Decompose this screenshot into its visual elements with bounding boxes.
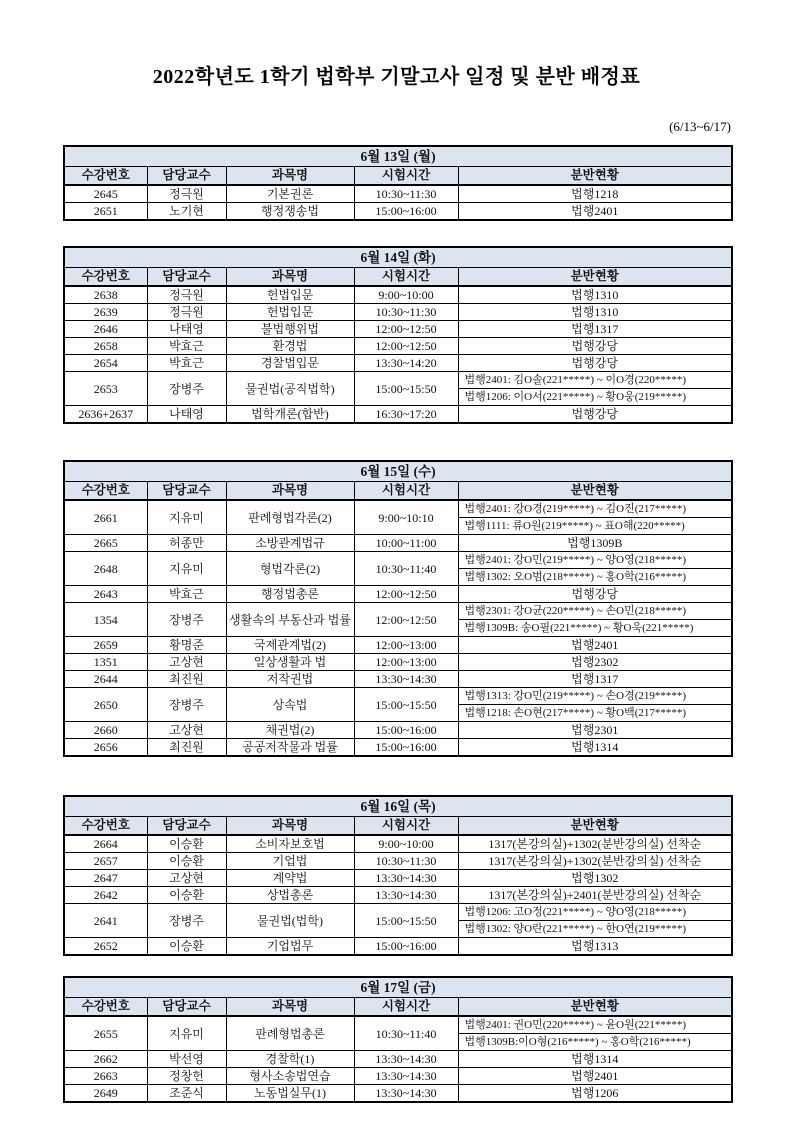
section-cell: 법행1314 (458, 739, 732, 757)
professor-cell: 지유미 (147, 552, 226, 586)
day-header: 6월 13일 (월) (64, 146, 732, 167)
subject-cell: 헌법입문 (226, 286, 354, 304)
table-row (64, 887, 732, 904)
subject-cell: 물권법(법학) (226, 904, 354, 938)
column-header-2: 과목명 (226, 998, 354, 1017)
subject-cell: 법학개론(합반) (226, 406, 354, 424)
course-number-cell: 2660 (64, 722, 147, 739)
day-header-row (64, 146, 732, 167)
section-cell: 법행2401: 강O경(219*****) ~ 김O진(217*****) (458, 500, 732, 518)
section-cell: 법행1310 (458, 304, 732, 321)
column-header-row (64, 482, 732, 501)
section-cell: 법행2401 (458, 637, 732, 654)
column-header-2: 과목명 (226, 817, 354, 836)
subject-cell: 행정쟁송법 (226, 203, 354, 221)
professor-cell: 황명준 (147, 637, 226, 654)
column-header-1: 담당교수 (147, 817, 226, 836)
table-row (64, 500, 732, 518)
table-row (64, 185, 732, 203)
table-row (64, 870, 732, 887)
section-cell: 법행2302 (458, 654, 732, 671)
subject-cell: 기본권론 (226, 185, 354, 203)
subject-cell: 채권법(2) (226, 722, 354, 739)
section-cell: 1317(본강의실)+1302(분반강의실) 선착순 (458, 853, 732, 870)
table-row (64, 355, 732, 372)
table-row (64, 671, 732, 688)
professor-cell: 지유미 (147, 500, 226, 535)
day-header: 6월 15일 (수) (64, 461, 732, 482)
day-header-row (64, 247, 732, 268)
exam-table-day-3 (63, 460, 733, 757)
column-header-3: 시험시간 (354, 998, 458, 1017)
section-cell: 법행2401: 권O민(220*****) ~ 윤O원(221*****) (458, 1016, 732, 1034)
course-number-cell: 2639 (64, 304, 147, 321)
exam-time-cell: 15:00~16:00 (354, 739, 458, 757)
section-cell: 법행1314 (458, 1051, 732, 1068)
professor-cell: 정극원 (147, 286, 226, 304)
exam-time-cell: 15:00~16:00 (354, 722, 458, 739)
subject-cell: 계약법 (226, 870, 354, 887)
course-number-cell: 2655 (64, 1016, 147, 1051)
section-cell: 법행2301 (458, 722, 732, 739)
course-number-cell: 2661 (64, 500, 147, 535)
section-cell: 법행1317 (458, 671, 732, 688)
exam-time-cell: 12:00~13:00 (354, 637, 458, 654)
subject-cell: 경찰법입문 (226, 355, 354, 372)
column-header-4: 분반현황 (458, 998, 732, 1017)
exam-time-cell: 10:30~11:30 (354, 304, 458, 321)
exam-table-day-2 (63, 246, 733, 424)
course-number-cell: 1351 (64, 654, 147, 671)
subject-cell: 공공저작물과 법률 (226, 739, 354, 757)
column-header-1: 담당교수 (147, 167, 226, 186)
table-row (64, 1051, 732, 1068)
professor-cell: 최진원 (147, 739, 226, 757)
exam-time-cell: 10:30~11:30 (354, 853, 458, 870)
exam-time-cell: 9:00~10:00 (354, 286, 458, 304)
exam-time-cell: 13:30~14:30 (354, 1085, 458, 1103)
professor-cell: 장병주 (147, 603, 226, 637)
table-row (64, 286, 732, 304)
section-cell: 법행1206: 고O정(221*****) ~ 양O영(218*****) (458, 904, 732, 921)
course-number-cell: 2644 (64, 671, 147, 688)
course-number-cell: 2636+2637 (64, 406, 147, 424)
date-range-label: (6/13~6/17) (669, 119, 731, 134)
table-row (64, 304, 732, 321)
table-row (64, 203, 732, 221)
professor-cell: 박효근 (147, 338, 226, 355)
course-number-cell: 1354 (64, 603, 147, 637)
table-row (64, 406, 732, 424)
subject-cell: 상법총론 (226, 887, 354, 904)
day-header: 6월 14일 (화) (64, 247, 732, 268)
subject-cell: 노동법실무(1) (226, 1085, 354, 1103)
column-header-4: 분반현황 (458, 167, 732, 186)
course-number-cell: 2651 (64, 203, 147, 221)
exam-time-cell: 13:30~14:20 (354, 355, 458, 372)
course-number-cell: 2663 (64, 1068, 147, 1085)
section-cell: 법행1206: 이O서(221*****) ~ 황O웅(219*****) (458, 389, 732, 406)
table-row (64, 853, 732, 870)
table-row (64, 1085, 732, 1103)
table-row (64, 372, 732, 389)
subject-cell: 물권법(공직법학) (226, 372, 354, 406)
table-row (64, 637, 732, 654)
subject-cell: 헌법입문 (226, 304, 354, 321)
course-number-cell: 2658 (64, 338, 147, 355)
subject-cell: 판례형법각론(2) (226, 500, 354, 535)
section-cell: 법행2401 (458, 1068, 732, 1085)
course-number-cell: 2645 (64, 185, 147, 203)
column-header-4: 분반현황 (458, 268, 732, 287)
professor-cell: 최진원 (147, 671, 226, 688)
professor-cell: 허종만 (147, 535, 226, 552)
section-cell: 법행1313 (458, 938, 732, 956)
column-header-3: 시험시간 (354, 817, 458, 836)
column-header-4: 분반현황 (458, 482, 732, 501)
day-header-row (64, 977, 732, 998)
exam-time-cell: 12:00~12:50 (354, 321, 458, 338)
section-cell: 법행강당 (458, 355, 732, 372)
exam-time-cell: 12:00~12:50 (354, 586, 458, 603)
subject-cell: 불법행위법 (226, 321, 354, 338)
table-row (64, 739, 732, 757)
column-header-3: 시험시간 (354, 167, 458, 186)
day-header: 6월 16일 (목) (64, 796, 732, 817)
column-header-0: 수강번호 (64, 482, 147, 501)
professor-cell: 고상현 (147, 722, 226, 739)
column-header-2: 과목명 (226, 268, 354, 287)
course-number-cell: 2653 (64, 372, 147, 406)
subject-cell: 기업법 (226, 853, 354, 870)
section-cell: 법행1309B: 송O필(221*****) ~ 황O욱(221*****) (458, 620, 732, 637)
section-cell: 법행1302 (458, 870, 732, 887)
exam-time-cell: 10:30~11:40 (354, 1016, 458, 1051)
professor-cell: 박선영 (147, 1051, 226, 1068)
course-number-cell: 2649 (64, 1085, 147, 1103)
exam-time-cell: 12:00~12:50 (354, 338, 458, 355)
section-cell: 1317(본강의실)+2401(분반강의실) 선착순 (458, 887, 732, 904)
section-cell: 법행강당 (458, 586, 732, 603)
table-row (64, 603, 732, 620)
column-header-3: 시험시간 (354, 482, 458, 501)
professor-cell: 조준식 (147, 1085, 226, 1103)
table-row (64, 321, 732, 338)
professor-cell: 나태영 (147, 406, 226, 424)
subject-cell: 소방관계법규 (226, 535, 354, 552)
table-row (64, 1068, 732, 1085)
exam-table-day-4 (63, 795, 733, 956)
subject-cell: 생활속의 부동산과 법률 (226, 603, 354, 637)
table-row (64, 586, 732, 603)
section-cell: 법행2401: 김O솔(221*****) ~ 이O경(220*****) (458, 372, 732, 389)
course-number-cell: 2650 (64, 688, 147, 722)
exam-time-cell: 10:30~11:40 (354, 552, 458, 586)
column-header-row (64, 998, 732, 1017)
exam-time-cell: 10:30~11:30 (354, 185, 458, 203)
table-row (64, 722, 732, 739)
professor-cell: 장병주 (147, 688, 226, 722)
column-header-0: 수강번호 (64, 167, 147, 186)
course-number-cell: 2662 (64, 1051, 147, 1068)
subject-cell: 경찰학(1) (226, 1051, 354, 1068)
exam-time-cell: 13:30~14:30 (354, 887, 458, 904)
course-number-cell: 2648 (64, 552, 147, 586)
professor-cell: 정극원 (147, 304, 226, 321)
exam-time-cell: 13:30~14:30 (354, 671, 458, 688)
section-cell: 1317(본강의실)+1302(분반강의실) 선착순 (458, 835, 732, 853)
subject-cell: 형법각론(2) (226, 552, 354, 586)
professor-cell: 나태영 (147, 321, 226, 338)
tables-container (0, 145, 793, 1103)
section-cell: 법행2401 (458, 203, 732, 221)
column-header-0: 수강번호 (64, 817, 147, 836)
course-number-cell: 2642 (64, 887, 147, 904)
exam-time-cell: 12:00~13:00 (354, 654, 458, 671)
professor-cell: 이승환 (147, 938, 226, 956)
subject-cell: 판례형법총론 (226, 1016, 354, 1051)
subject-cell: 환경법 (226, 338, 354, 355)
exam-table-day-5 (63, 976, 733, 1103)
day-header-row (64, 461, 732, 482)
page-title: 2022학년도 1학기 법학부 기말고사 일정 및 분반 배정표 (152, 66, 641, 88)
exam-time-cell: 9:00~10:10 (354, 500, 458, 535)
exam-time-cell: 15:00~16:00 (354, 938, 458, 956)
column-header-0: 수강번호 (64, 268, 147, 287)
table-row (64, 552, 732, 569)
section-cell: 법행1317 (458, 321, 732, 338)
subject-cell: 소비자보호법 (226, 835, 354, 853)
subject-cell: 국제관계법(2) (226, 637, 354, 654)
column-header-row (64, 817, 732, 836)
subject-cell: 형사소송법연습 (226, 1068, 354, 1085)
course-number-cell: 2646 (64, 321, 147, 338)
course-number-cell: 2656 (64, 739, 147, 757)
exam-time-cell: 15:00~15:50 (354, 904, 458, 938)
professor-cell: 장병주 (147, 372, 226, 406)
column-header-row (64, 167, 732, 186)
course-number-cell: 2657 (64, 853, 147, 870)
table-row (64, 338, 732, 355)
professor-cell: 이승환 (147, 887, 226, 904)
section-cell: 법행1309B:이O형(216*****) ~ 홍O학(216*****) (458, 1034, 732, 1051)
course-number-cell: 2638 (64, 286, 147, 304)
professor-cell: 정창헌 (147, 1068, 226, 1085)
course-number-cell: 2647 (64, 870, 147, 887)
course-number-cell: 2659 (64, 637, 147, 654)
professor-cell: 이승환 (147, 835, 226, 853)
section-cell: 법행1218: 손O현(217*****) ~ 황O백(217*****) (458, 705, 732, 722)
table-row (64, 535, 732, 552)
course-number-cell: 2641 (64, 904, 147, 938)
section-cell: 법행1218 (458, 185, 732, 203)
section-cell: 법행1310 (458, 286, 732, 304)
day-header-row (64, 796, 732, 817)
professor-cell: 고상현 (147, 654, 226, 671)
course-number-cell: 2652 (64, 938, 147, 956)
exam-time-cell: 13:30~14:30 (354, 870, 458, 887)
exam-table-day-1 (63, 145, 733, 221)
exam-time-cell: 15:00~15:50 (354, 372, 458, 406)
day-header: 6월 17일 (금) (64, 977, 732, 998)
column-header-row (64, 268, 732, 287)
table-row (64, 835, 732, 853)
section-cell: 법행1309B (458, 535, 732, 552)
exam-time-cell: 16:30~17:20 (354, 406, 458, 424)
exam-time-cell: 13:30~14:30 (354, 1051, 458, 1068)
section-cell: 법행1302: 양O란(221*****) ~ 한O연(219*****) (458, 921, 732, 938)
table-row (64, 654, 732, 671)
table-row (64, 904, 732, 921)
section-cell: 법행강당 (458, 338, 732, 355)
column-header-0: 수강번호 (64, 998, 147, 1017)
column-header-2: 과목명 (226, 167, 354, 186)
course-number-cell: 2654 (64, 355, 147, 372)
exam-time-cell: 12:00~12:50 (354, 603, 458, 637)
professor-cell: 지유미 (147, 1016, 226, 1051)
subject-cell: 일상생활과 법 (226, 654, 354, 671)
professor-cell: 노기현 (147, 203, 226, 221)
course-number-cell: 2664 (64, 835, 147, 853)
column-header-1: 담당교수 (147, 482, 226, 501)
section-cell: 법행1302: 오O범(218*****) ~ 홍O학(216*****) (458, 569, 732, 586)
column-header-4: 분반현황 (458, 817, 732, 836)
course-number-cell: 2665 (64, 535, 147, 552)
section-cell: 법행1206 (458, 1085, 732, 1103)
professor-cell: 이승환 (147, 853, 226, 870)
table-row (64, 938, 732, 956)
subject-cell: 저작권법 (226, 671, 354, 688)
section-cell: 법행1111: 류O원(219*****) ~ 표O해(220*****) (458, 518, 732, 535)
table-row (64, 688, 732, 705)
exam-time-cell: 9:00~10:00 (354, 835, 458, 853)
column-header-3: 시험시간 (354, 268, 458, 287)
professor-cell: 고상현 (147, 870, 226, 887)
subject-cell: 기업법무 (226, 938, 354, 956)
professor-cell: 장병주 (147, 904, 226, 938)
exam-time-cell: 10:00~11:00 (354, 535, 458, 552)
column-header-1: 담당교수 (147, 268, 226, 287)
subject-cell: 상속법 (226, 688, 354, 722)
section-cell: 법행2301: 강O균(220*****) ~ 손O민(218*****) (458, 603, 732, 620)
exam-time-cell: 13:30~14:30 (354, 1068, 458, 1085)
section-cell: 법행1313: 강O민(219*****) ~ 손O경(219*****) (458, 688, 732, 705)
section-cell: 법행2401: 강O민(219*****) ~ 양O영(218*****) (458, 552, 732, 569)
professor-cell: 박효근 (147, 586, 226, 603)
column-header-2: 과목명 (226, 482, 354, 501)
subject-cell: 행정법총론 (226, 586, 354, 603)
exam-time-cell: 15:00~16:00 (354, 203, 458, 221)
section-cell: 법행강당 (458, 406, 732, 424)
exam-time-cell: 15:00~15:50 (354, 688, 458, 722)
professor-cell: 정극원 (147, 185, 226, 203)
professor-cell: 박효근 (147, 355, 226, 372)
table-row (64, 1016, 732, 1034)
column-header-1: 담당교수 (147, 998, 226, 1017)
course-number-cell: 2643 (64, 586, 147, 603)
